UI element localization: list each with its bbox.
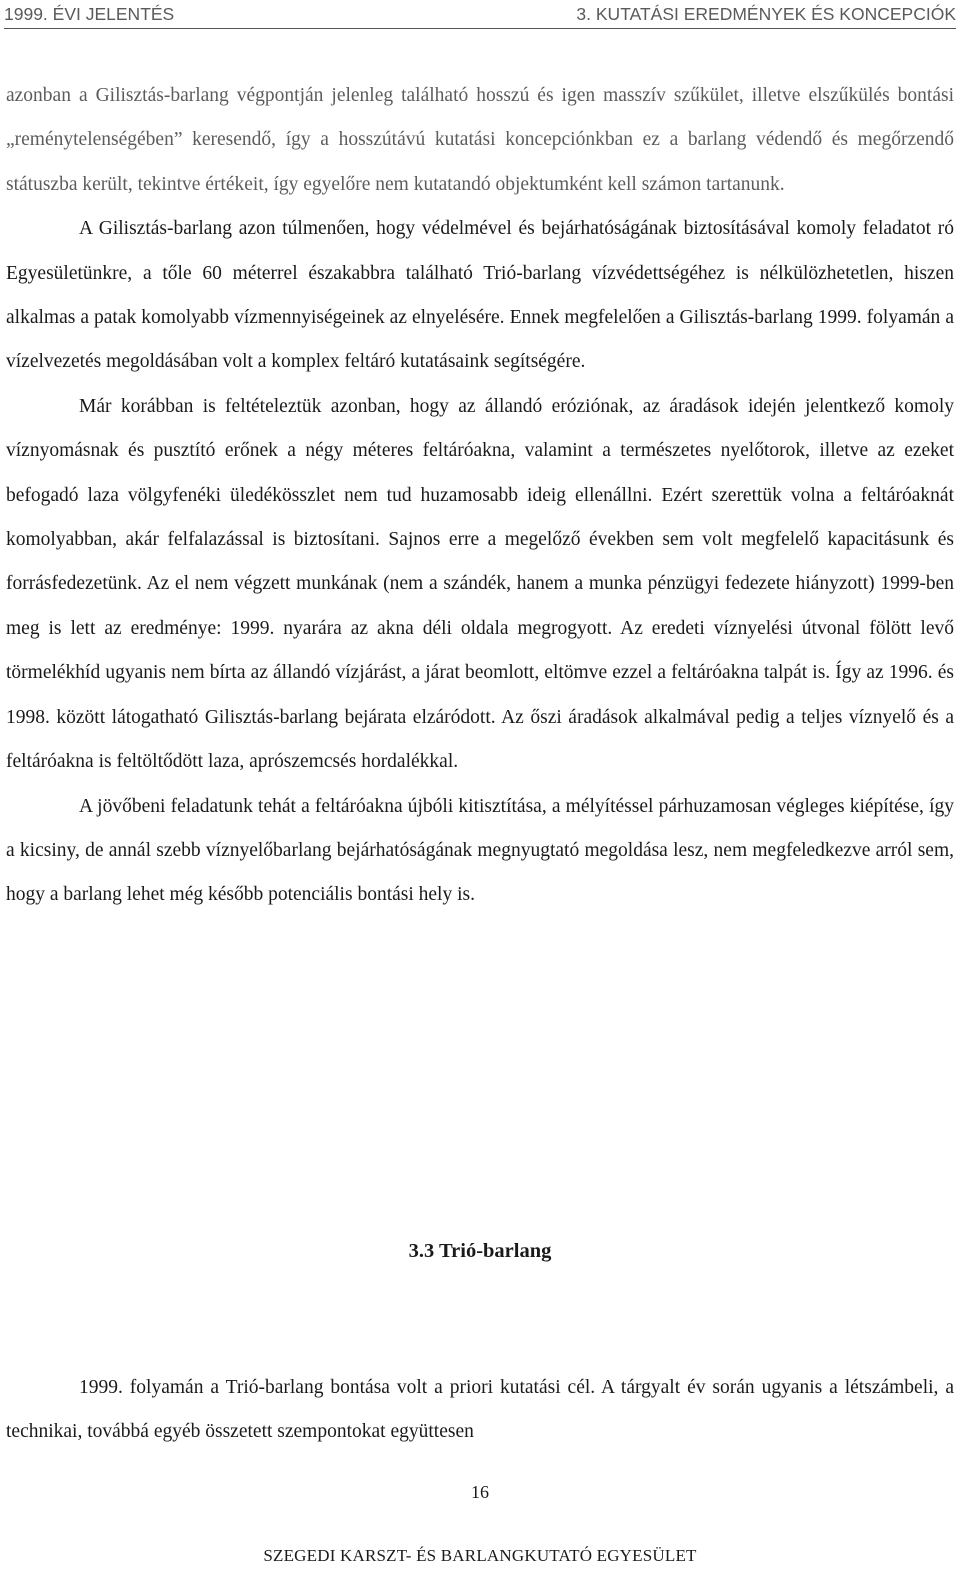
paragraph-future-tasks: A jövőbeni feladatunk tehát a feltáróakna újbóli kitisztítása, a mélyítéssel párhuzamosan végleges kiépítése, így a kicsiny, de annál szebb víznyelőbarlang bejárhatóságának megnyugtató megoldása lesz, nem megfeledkezve arról sem, hogy a barlang lehet még később potenciális bontási hely is. — [6, 795, 954, 906]
section-heading: 3.3 Trió-barlang — [408, 1240, 552, 1262]
header-report-title: 1999. ÉVI JELENTÉS — [4, 4, 175, 24]
running-footer: SZEGEDI KARSZT- ÉS BARLANGKUTATÓ EGYESÜLET — [263, 1546, 697, 1565]
section-text — [6, 1366, 954, 1455]
header-chapter-title: 3. KUTATÁSI EREDMÉNYEK ÉS KONCEPCIÓK — [576, 4, 956, 24]
running-header — [4, 4, 956, 29]
page-number: 16 — [471, 1482, 489, 1502]
paragraph-gilisztas: A Gilisztás-barlang azon túlmenően, hogy védelmével és bejárhatóságának biztosításával komoly feladatot ró Egyesületünkre, a tőle 60 méterrel északabbra található Trió-barlang vízvédettségéhez is nélkülözhetetlen, hiszen alkalmas a patak komolyabb vízmennyiségeinek az elnyelésére. Ennek megfelelően a Gilisztás-barlang 1999. folyamán a vízelvezetés megoldásában volt a komplex feltáró kutatásaink segítségére. — [6, 218, 954, 373]
paragraph-erosion: Már korábban is feltételeztük azonban, hogy az állandó eróziónak, az áradások idején jelentkező komoly víznyomásnak és pusztító erőnek a négy méteres feltáróakna, valamint a természetes nyelőtorok, illetve az ezeket befogadó laza völgyfenéki üledékösszlet nem tud huzamosabb ideig ellenállni. Ezért szerettük volna a feltáróaknát komolyabban, akár felfalazással is biztosítani. Sajnos erre a megelőző években sem volt megfelelő kapacitásunk és forrásfedezetünk. Az el nem végzett munkának (nem a szándék, hanem a munka pénzügyi fedezete hiányzott) 1999-ben meg is lett az eredménye: 1999. nyarára az akna déli oldala megrogyott. Az eredeti víznyelési útvonal fölött levő törmelékhíd ugyanis nem bírta az állandó vízjárást, a járat beomlott, eltömve ezzel a feltáróakna talpát is. Így az 1996. és 1998. között látogatható Gilisztás-barlang bejárata elzáródott. Az őszi áradások alkalmával pedig a teljes víznyelő és a feltáróakna is feltöltődött laza, aprószemcsés hordalékkal. — [6, 395, 954, 773]
main-text — [6, 74, 954, 918]
paragraph-continuation: azonban a Gilisztás-barlang végpontján jelenleg található hosszú és igen masszív szűkület, illetve elszűkülés bontási „reménytelenségében” keresendő, így a hosszútávú kutatási koncepciónkban ez a barlang védendő és megőrzendő státuszba került, tekintve értékeit, így egyelőre nem kutatandó objektumként kell számon tartanunk. — [6, 85, 954, 195]
paragraph-trio: 1999. folyamán a Trió-barlang bontása volt a priori kutatási cél. A tárgyalt év során ugyanis a létszámbeli, a technikai, továbbá egyéb összetett szempontokat együttesen — [6, 1377, 954, 1443]
